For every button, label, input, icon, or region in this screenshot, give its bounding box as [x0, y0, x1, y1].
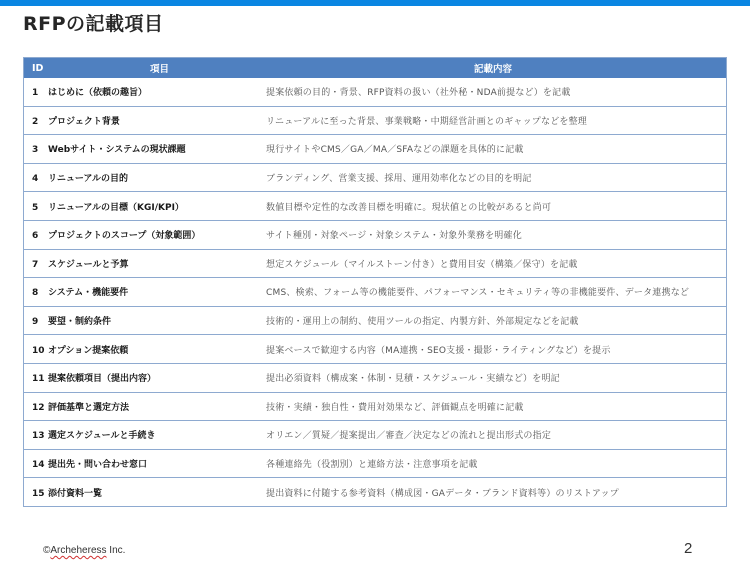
- table-row: [24, 163, 727, 192]
- item-cell: [24, 163, 261, 192]
- table-row: [24, 478, 727, 507]
- column-header-item: 項目: [54, 58, 260, 79]
- item-label: 選定スケジュールと手続き: [48, 431, 156, 442]
- table-row: [24, 421, 727, 450]
- item-label: プロジェクト背景: [48, 116, 120, 127]
- row-id: 7: [32, 259, 39, 270]
- row-id: 12: [32, 402, 45, 413]
- item-cell: [24, 192, 261, 221]
- row-id: 15: [32, 488, 45, 499]
- top-accent-bar: [0, 0, 750, 6]
- footer-copyright: [43, 545, 125, 556]
- content-cell: リニューアルに至った背景、事業戦略・中期経営計画とのギャップなどを整理: [260, 106, 727, 135]
- table-row: [24, 335, 727, 364]
- row-id: 1: [32, 88, 39, 99]
- copyright-symbol: ©: [43, 545, 51, 556]
- row-id: 10: [32, 345, 45, 356]
- row-id: 11: [32, 374, 45, 385]
- item-cell: [24, 106, 261, 135]
- content-cell: 想定スケジュール（マイルストーン付き）と費用目安（構築／保守）を記載: [260, 249, 727, 278]
- content-cell: 提出資料に付随する参考資料（構成図・GAデータ・ブランド資料等）のリストアップ: [260, 478, 727, 507]
- item-label: 要望・制約条件: [48, 317, 112, 328]
- table-row: [24, 363, 727, 392]
- item-cell: [24, 449, 261, 478]
- table-body: [24, 78, 727, 506]
- row-id: 3: [32, 145, 39, 156]
- item-label: Webサイト・システムの現状課題: [48, 145, 186, 156]
- rfp-items-table: [23, 57, 727, 507]
- item-cell: [24, 220, 261, 249]
- item-cell: [24, 478, 261, 507]
- row-id: 9: [32, 317, 39, 328]
- table-row: [24, 220, 727, 249]
- table-row: [24, 78, 727, 106]
- item-cell: [24, 78, 261, 106]
- item-label: リニューアルの目標（KGI/KPI）: [48, 202, 184, 213]
- table-row: [24, 135, 727, 164]
- item-cell: [24, 363, 261, 392]
- item-cell: [24, 135, 261, 164]
- content-cell: 各種連絡先（役割別）と連絡方法・注意事項を記載: [260, 449, 727, 478]
- content-cell: 現行サイトやCMS／GA／MA／SFAなどの課題を具体的に記載: [260, 135, 727, 164]
- table-row: [24, 249, 727, 278]
- column-header-id: ID: [24, 58, 55, 79]
- content-cell: 技術・実績・独自性・費用対効果など、評価観点を明確に記載: [260, 392, 727, 421]
- item-cell: [24, 335, 261, 364]
- item-label: 添付資料一覧: [48, 488, 103, 499]
- company-name: Archeheress: [50, 545, 107, 556]
- item-cell: [24, 249, 261, 278]
- table-row: [24, 192, 727, 221]
- content-cell: 提案依頼の目的・背景、RFP資料の扱い（社外秘・NDA前提など）を記載: [266, 88, 571, 99]
- item-label: オプション提案依頼: [48, 345, 129, 356]
- row-id: 13: [32, 431, 45, 442]
- content-cell: 提案ベースで歓迎する内容（MA連携・SEO支援・撮影・ライティングなど）を提示: [260, 335, 727, 364]
- content-cell: CMS、検索、フォーム等の機能要件、パフォーマンス・セキュリティ等の非機能要件、データ連携など: [260, 278, 727, 307]
- content-cell: ブランディング、営業支援、採用、運用効率化などの目的を明記: [260, 163, 727, 192]
- item-cell: [24, 421, 261, 450]
- row-id: 6: [32, 231, 39, 242]
- page-title: RFPの記載項目: [23, 13, 164, 35]
- company-suffix: Inc.: [106, 545, 126, 556]
- table-row: [24, 392, 727, 421]
- item-label: 提出先・問い合わせ窓口: [48, 460, 148, 471]
- content-cell: オリエン／質疑／提案提出／審査／決定などの流れと提出形式の指定: [260, 421, 727, 450]
- row-id: 8: [32, 288, 39, 299]
- table-row: [24, 306, 727, 335]
- item-cell: [24, 306, 261, 335]
- item-label: プロジェクトのスコープ（対象範囲）: [48, 231, 201, 242]
- content-cell: サイト種別・対象ページ・対象システム・対象外業務を明確化: [260, 220, 727, 249]
- row-id: 14: [32, 460, 45, 471]
- item-label: 評価基準と選定方法: [48, 402, 130, 413]
- table-header-row: [24, 58, 727, 79]
- page-number: 2: [684, 540, 693, 557]
- item-cell: [24, 278, 261, 307]
- content-cell: 数値目標や定性的な改善目標を明確に。現状値との比較があると尚可: [260, 192, 727, 221]
- content-cell: 技術的・運用上の制約、使用ツールの指定、内製方針、外部規定などを記載: [260, 306, 727, 335]
- item-label: はじめに（依頼の趣旨）: [48, 88, 148, 99]
- row-id: 5: [32, 202, 39, 213]
- row-id: 2: [32, 116, 39, 127]
- item-label: システム・機能要件: [48, 288, 129, 299]
- row-id: 4: [32, 174, 39, 185]
- table-row: [24, 449, 727, 478]
- item-label: 提案依頼項目（提出内容）: [48, 374, 157, 385]
- item-label: スケジュールと予算: [48, 259, 129, 270]
- content-cell: 提出必須資料（構成案・体制・見積・スケジュール・実績など）を明記: [260, 363, 727, 392]
- table-row: [24, 278, 727, 307]
- table-row: [24, 106, 727, 135]
- item-cell: [24, 392, 261, 421]
- item-label: リニューアルの目的: [48, 174, 129, 185]
- column-header-content: 記載内容: [260, 58, 727, 79]
